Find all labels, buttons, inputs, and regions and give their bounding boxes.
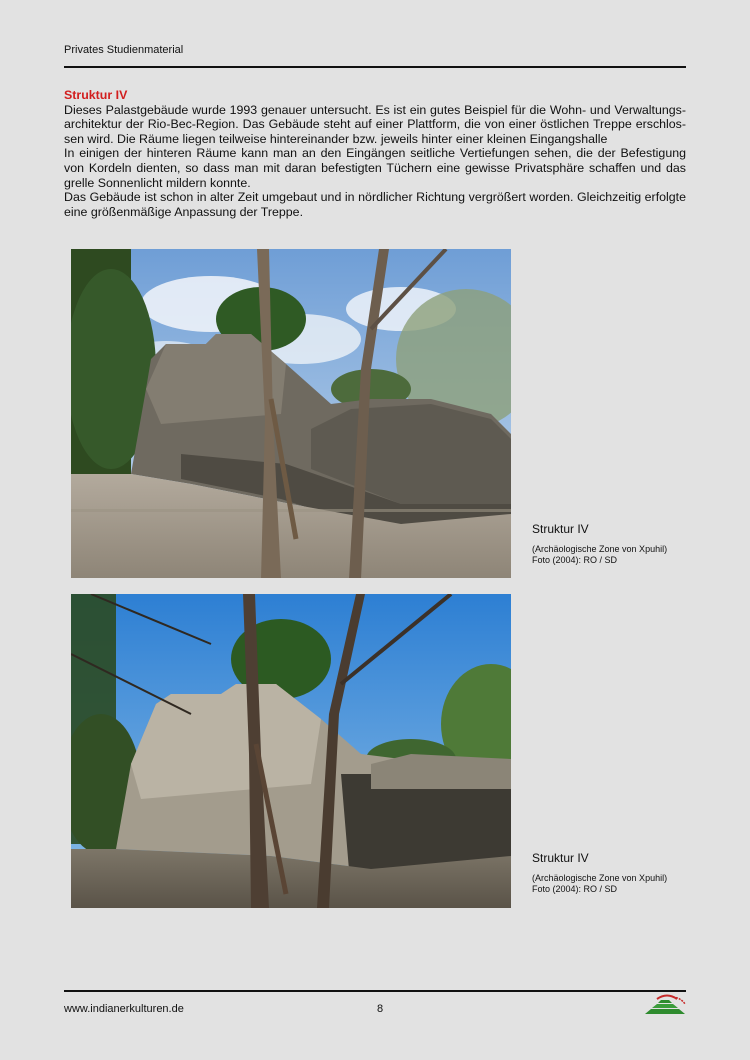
caption-title: Struktur IV: [532, 851, 589, 865]
caption-credit: Foto (2004): RO / SD: [532, 555, 618, 565]
paragraph: In einigen der hinteren Räume kann man an den Eingängen seitliche Vertiefungen sehen, die der Befestigung von Kordeln dienten, so dass man mit daran befestigten Tüchern eine gewisse Privatsphäre schaffen und das grelle Sonnenlicht mildern konnte.: [64, 146, 686, 190]
paragraph: Dieses Palastgebäude wurde 1993 genauer untersucht. Es ist ein gutes Beispiel für die Wohn- und Verwaltungs-architektur der Rio-Bec-Region. Das Gebäude steht auf einer Plattform, die von einer östlichen Treppe erschlos-sen wird. Die Räume liegen teilweise hintereinander bzw. jeweils hinter einer kleinen Eingangshalle: [64, 102, 686, 146]
caption-title: Struktur IV: [532, 522, 589, 536]
article-heading: Struktur IV: [64, 88, 128, 102]
footer-divider: [64, 990, 686, 992]
photo-struktur-iv-1: [71, 249, 511, 578]
caption-location: (Archäologische Zone von Xpuhil): [532, 873, 668, 883]
header-divider: [64, 66, 686, 68]
article-body: [64, 88, 686, 219]
header-label: Privates Studienmaterial: [64, 44, 184, 56]
figure-caption: [532, 851, 672, 895]
paragraph: Das Gebäude ist schon in alter Zeit umgebaut und in nördlicher Richtung vergrößert worden. Gleichzeitig erfolgte eine größenmäßige Anpassung der Treppe.: [64, 190, 686, 219]
photo-struktur-iv-2: [71, 594, 511, 908]
caption-credit: Foto (2004): RO / SD: [532, 884, 618, 894]
caption-location: (Archäologische Zone von Xpuhil): [532, 544, 668, 554]
footer-url[interactable]: www.indianerkulturen.de: [64, 1003, 184, 1015]
pyramid-logo-icon: [643, 994, 687, 1021]
page-number: 8: [377, 1003, 384, 1015]
figure-caption: [532, 522, 672, 566]
